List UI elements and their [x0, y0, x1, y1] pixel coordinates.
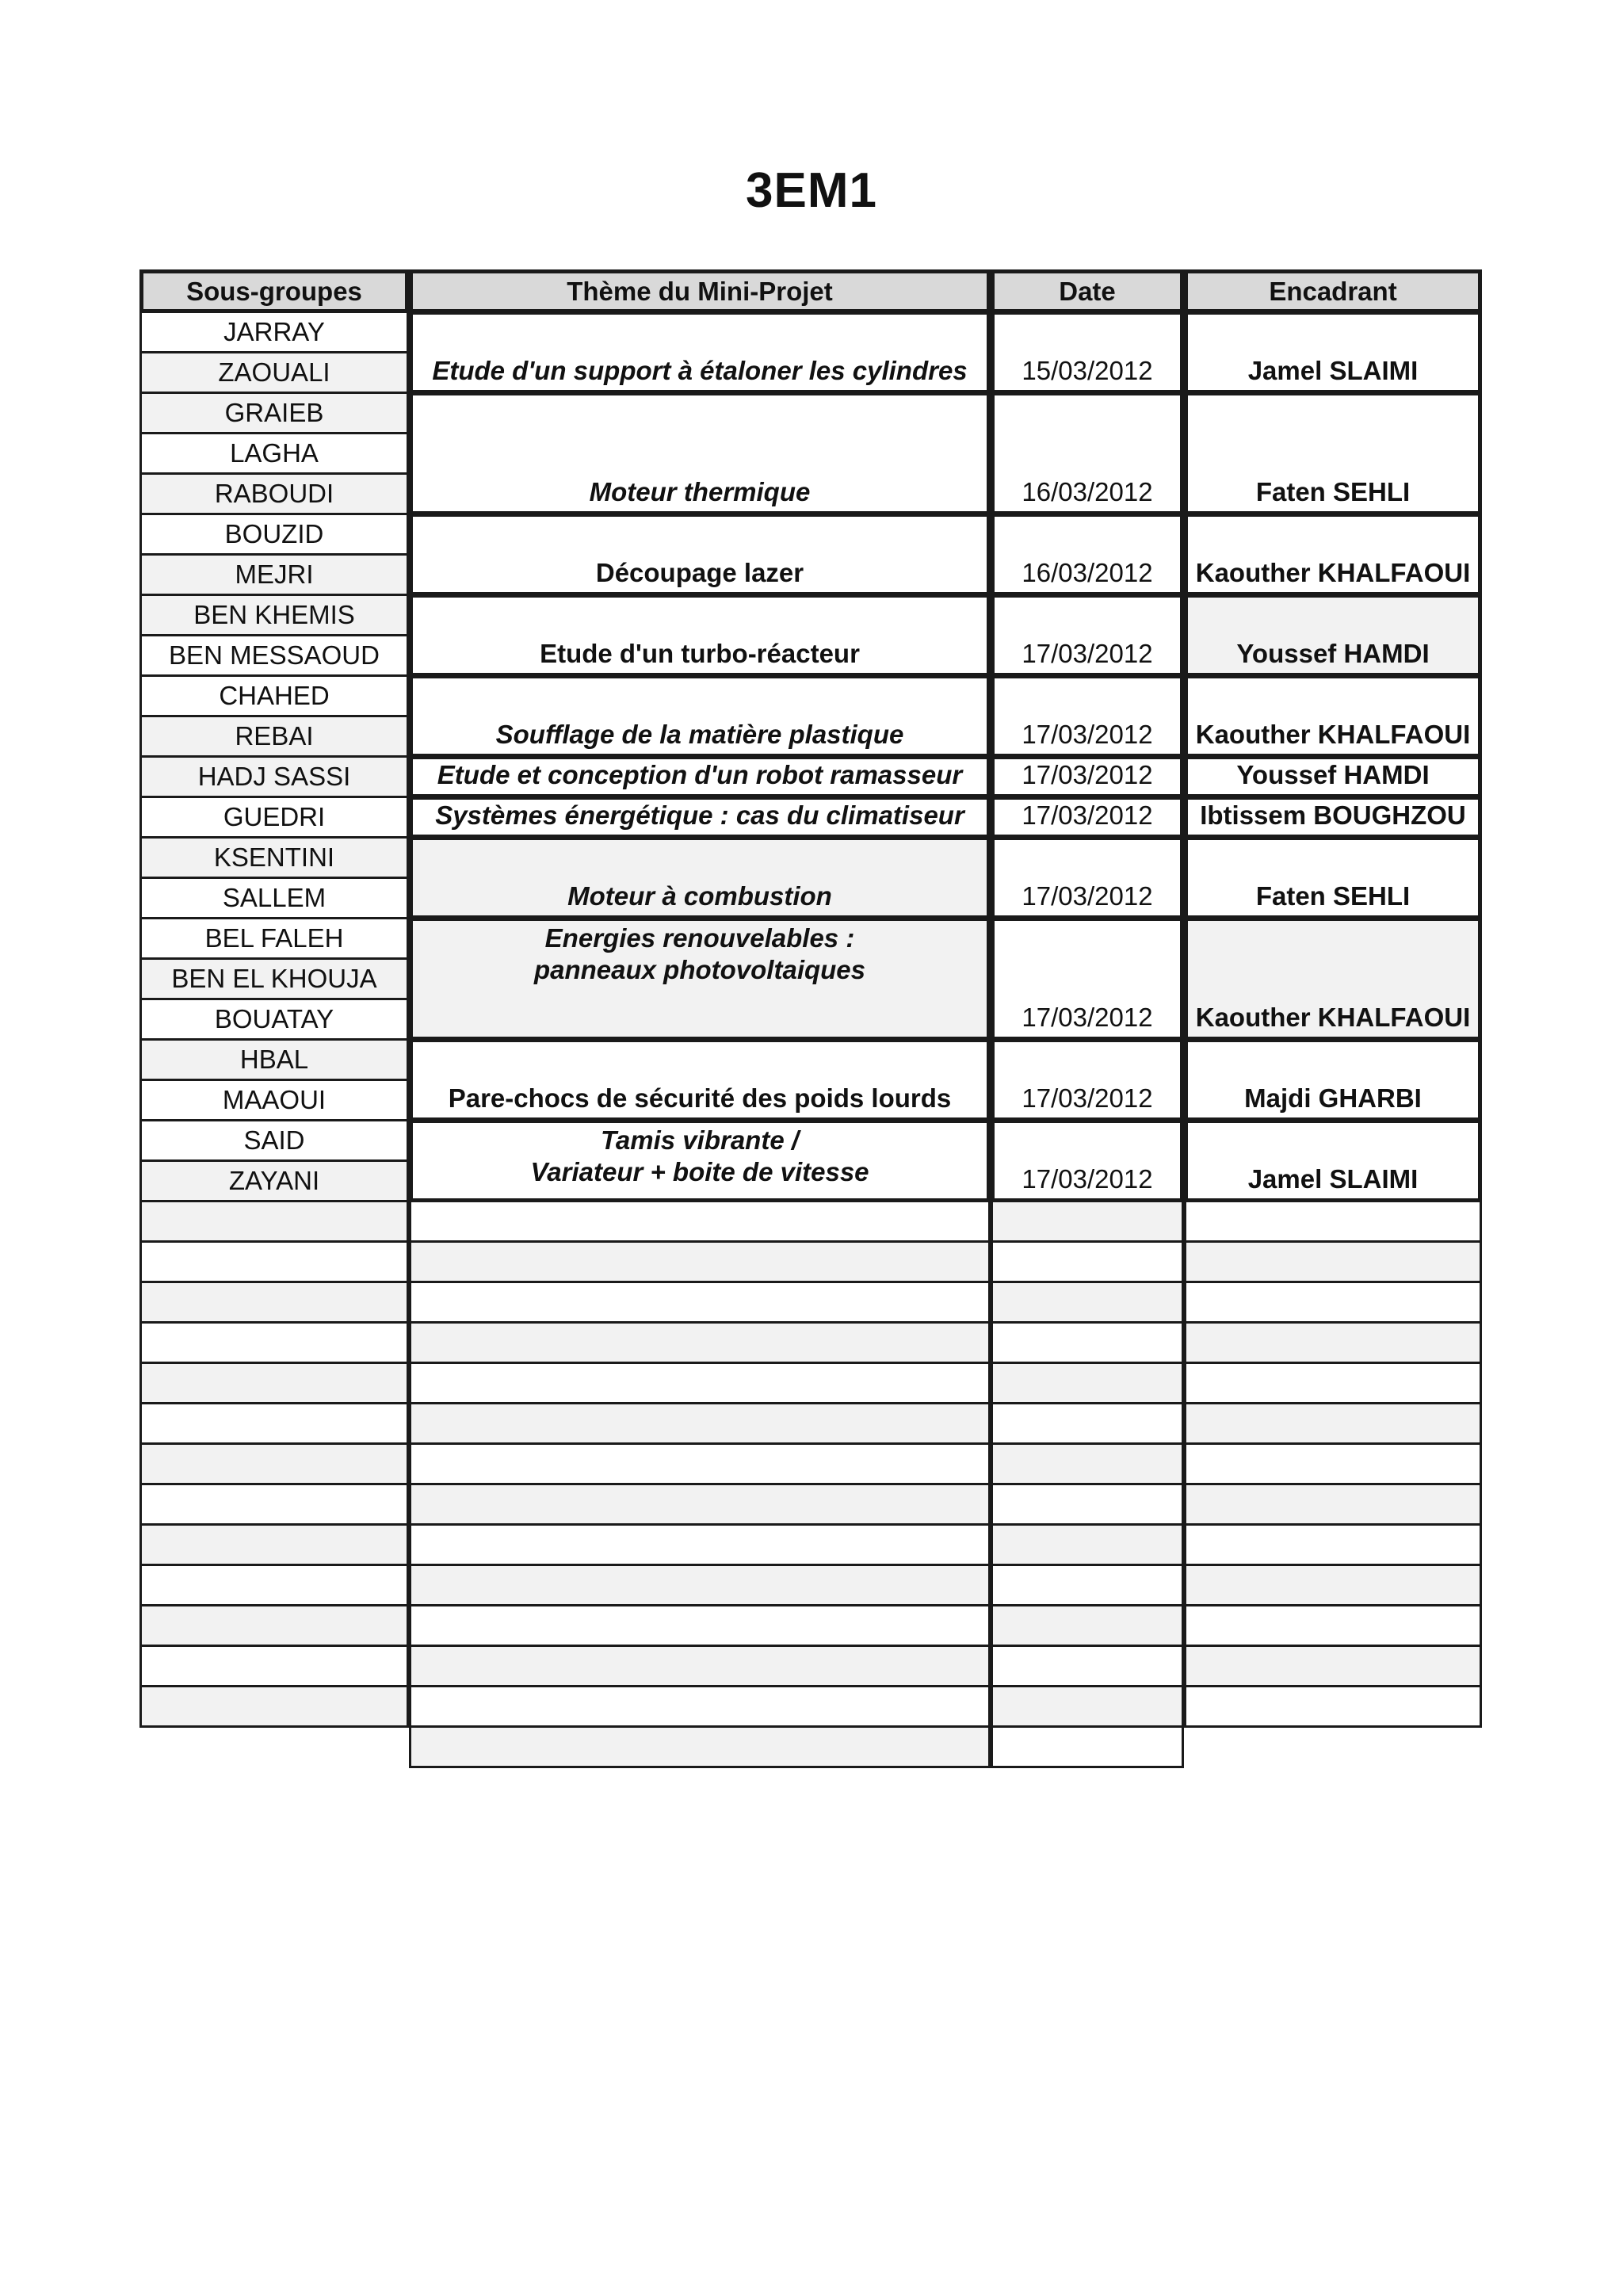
- empty-cell: [409, 1604, 991, 1647]
- empty-cell: [1184, 1321, 1482, 1364]
- empty-cell: [1184, 1645, 1482, 1687]
- empty-cell: [991, 1200, 1184, 1243]
- project-theme-line: Variateur + boite de vitesse: [530, 1157, 869, 1186]
- project-supervisor: Kaouther KHALFAOUI: [1184, 917, 1482, 1041]
- member-name: BEN EL KHOUJA: [139, 957, 409, 1000]
- empty-cell: [1184, 1442, 1482, 1485]
- header-groups: Sous-groupes: [139, 269, 409, 313]
- empty-cell: [1184, 1281, 1482, 1324]
- member-name: SALLEM: [139, 877, 409, 919]
- empty-cell: [139, 1483, 409, 1526]
- member-name: RABOUDI: [139, 472, 409, 515]
- empty-cell: [1184, 1523, 1482, 1566]
- empty-cell: [1184, 1200, 1482, 1243]
- project-theme-line: Etude et conception d'un robot ramasseur: [437, 760, 963, 789]
- empty-cell: [1184, 1240, 1482, 1283]
- empty-cell: [409, 1725, 991, 1768]
- project-supervisor: Kaouther KHALFAOUI: [1184, 513, 1482, 596]
- member-name: CHAHED: [139, 674, 409, 717]
- empty-cell: [409, 1523, 991, 1566]
- member-name: ZAYANI: [139, 1159, 409, 1202]
- empty-cell: [991, 1604, 1184, 1647]
- member-name: BEL FALEH: [139, 917, 409, 960]
- empty-cell: [1184, 1564, 1482, 1606]
- empty-cell: [409, 1402, 991, 1445]
- member-name: ZAOUALI: [139, 351, 409, 394]
- project-supervisor: Kaouther KHALFAOUI: [1184, 674, 1482, 758]
- empty-cell: [1184, 1362, 1482, 1404]
- project-supervisor: Faten SEHLI: [1184, 836, 1482, 919]
- empty-cell: [991, 1402, 1184, 1445]
- empty-cell: [991, 1240, 1184, 1283]
- empty-cell: [409, 1442, 991, 1485]
- member-name: GRAIEB: [139, 392, 409, 434]
- project-theme: [409, 311, 991, 394]
- header-theme: Thème du Mini-Projet: [409, 269, 991, 313]
- project-theme: [409, 1119, 991, 1202]
- project-theme-line: Systèmes énergétique : cas du climatiseur: [435, 800, 964, 830]
- project-theme: [409, 674, 991, 758]
- member-name: JARRAY: [139, 311, 409, 353]
- member-name: BEN MESSAOUD: [139, 634, 409, 677]
- empty-cell: [409, 1483, 991, 1526]
- project-theme-line: Etude d'un support à étaloner les cylindres: [432, 356, 968, 385]
- member-name: BEN KHEMIS: [139, 594, 409, 636]
- empty-cell: [409, 1321, 991, 1364]
- header-date: Date: [991, 269, 1184, 313]
- empty-cell: [1184, 1604, 1482, 1647]
- empty-cell: [139, 1645, 409, 1687]
- page-title: 3EM1: [746, 163, 877, 218]
- project-theme-line: panneaux photovoltaiques: [533, 955, 866, 984]
- empty-cell: [139, 1604, 409, 1647]
- empty-cell: [139, 1321, 409, 1364]
- member-name: REBAI: [139, 715, 409, 758]
- empty-cell: [139, 1685, 409, 1728]
- project-date: 17/03/2012: [991, 917, 1184, 1041]
- project-date: 17/03/2012: [991, 594, 1184, 677]
- project-theme: [409, 917, 991, 1041]
- member-name: MAAOUI: [139, 1079, 409, 1121]
- empty-cell: [991, 1564, 1184, 1606]
- project-supervisor: Majdi GHARBI: [1184, 1038, 1482, 1121]
- project-supervisor: Jamel SLAIMI: [1184, 1119, 1482, 1202]
- empty-cell: [1184, 1402, 1482, 1445]
- project-theme: [409, 796, 991, 839]
- empty-cell: [991, 1442, 1184, 1485]
- project-supervisor: Jamel SLAIMI: [1184, 311, 1482, 394]
- member-name: BOUATAY: [139, 998, 409, 1041]
- empty-cell: [139, 1362, 409, 1404]
- empty-cell: [1184, 1483, 1482, 1526]
- empty-cell: [991, 1321, 1184, 1364]
- project-supervisor: Youssef HAMDI: [1184, 594, 1482, 677]
- empty-cell: [1184, 1685, 1482, 1728]
- empty-cell: [991, 1725, 1184, 1768]
- project-theme-line: Découpage lazer: [595, 558, 804, 587]
- member-name: BOUZID: [139, 513, 409, 556]
- project-theme: [409, 594, 991, 677]
- empty-cell: [409, 1200, 991, 1243]
- empty-cell: [409, 1645, 991, 1687]
- member-name: HBAL: [139, 1038, 409, 1081]
- member-name: KSENTINI: [139, 836, 409, 879]
- project-theme: [409, 755, 991, 798]
- member-name: LAGHA: [139, 432, 409, 475]
- project-theme-line: Tamis vibrante /: [600, 1125, 800, 1155]
- empty-cell: [991, 1645, 1184, 1687]
- project-theme-line: Moteur thermique: [589, 477, 811, 506]
- project-theme-line: Soufflage de la matière plastique: [495, 720, 904, 749]
- project-supervisor: Faten SEHLI: [1184, 392, 1482, 515]
- project-theme-line: Energies renouvelables :: [544, 923, 855, 953]
- project-theme-line: Pare-chocs de sécurité des poids lourds: [448, 1083, 952, 1113]
- project-date: 17/03/2012: [991, 796, 1184, 839]
- project-theme-line: Etude d'un turbo-réacteur: [540, 639, 860, 668]
- empty-cell: [139, 1240, 409, 1283]
- empty-cell: [991, 1281, 1184, 1324]
- project-theme: [409, 1038, 991, 1121]
- project-date: 16/03/2012: [991, 513, 1184, 596]
- empty-cell: [139, 1523, 409, 1566]
- member-name: HADJ SASSI: [139, 755, 409, 798]
- member-name: SAID: [139, 1119, 409, 1162]
- project-theme-line: Moteur à combustion: [567, 881, 832, 911]
- member-name: GUEDRI: [139, 796, 409, 839]
- empty-cell: [139, 1281, 409, 1324]
- project-date: 16/03/2012: [991, 392, 1184, 515]
- empty-cell: [991, 1362, 1184, 1404]
- project-theme: [409, 392, 991, 515]
- project-date: 17/03/2012: [991, 836, 1184, 919]
- project-supervisor: Ibtissem BOUGHZOU: [1184, 796, 1482, 839]
- empty-cell: [409, 1362, 991, 1404]
- project-theme: [409, 513, 991, 596]
- project-date: 15/03/2012: [991, 311, 1184, 394]
- empty-cell: [991, 1483, 1184, 1526]
- empty-cell: [409, 1281, 991, 1324]
- project-date: 17/03/2012: [991, 1119, 1184, 1202]
- empty-cell: [139, 1564, 409, 1606]
- empty-cell: [409, 1685, 991, 1728]
- empty-cell: [409, 1240, 991, 1283]
- empty-cell: [409, 1564, 991, 1606]
- project-date: 17/03/2012: [991, 674, 1184, 758]
- project-supervisor: Youssef HAMDI: [1184, 755, 1482, 798]
- empty-cell: [139, 1442, 409, 1485]
- empty-cell: [991, 1523, 1184, 1566]
- project-theme: [409, 836, 991, 919]
- member-name: MEJRI: [139, 553, 409, 596]
- empty-cell: [139, 1402, 409, 1445]
- project-date: 17/03/2012: [991, 755, 1184, 798]
- empty-cell: [991, 1685, 1184, 1728]
- project-date: 17/03/2012: [991, 1038, 1184, 1121]
- empty-cell: [139, 1200, 409, 1243]
- header-supervisor: Encadrant: [1184, 269, 1482, 313]
